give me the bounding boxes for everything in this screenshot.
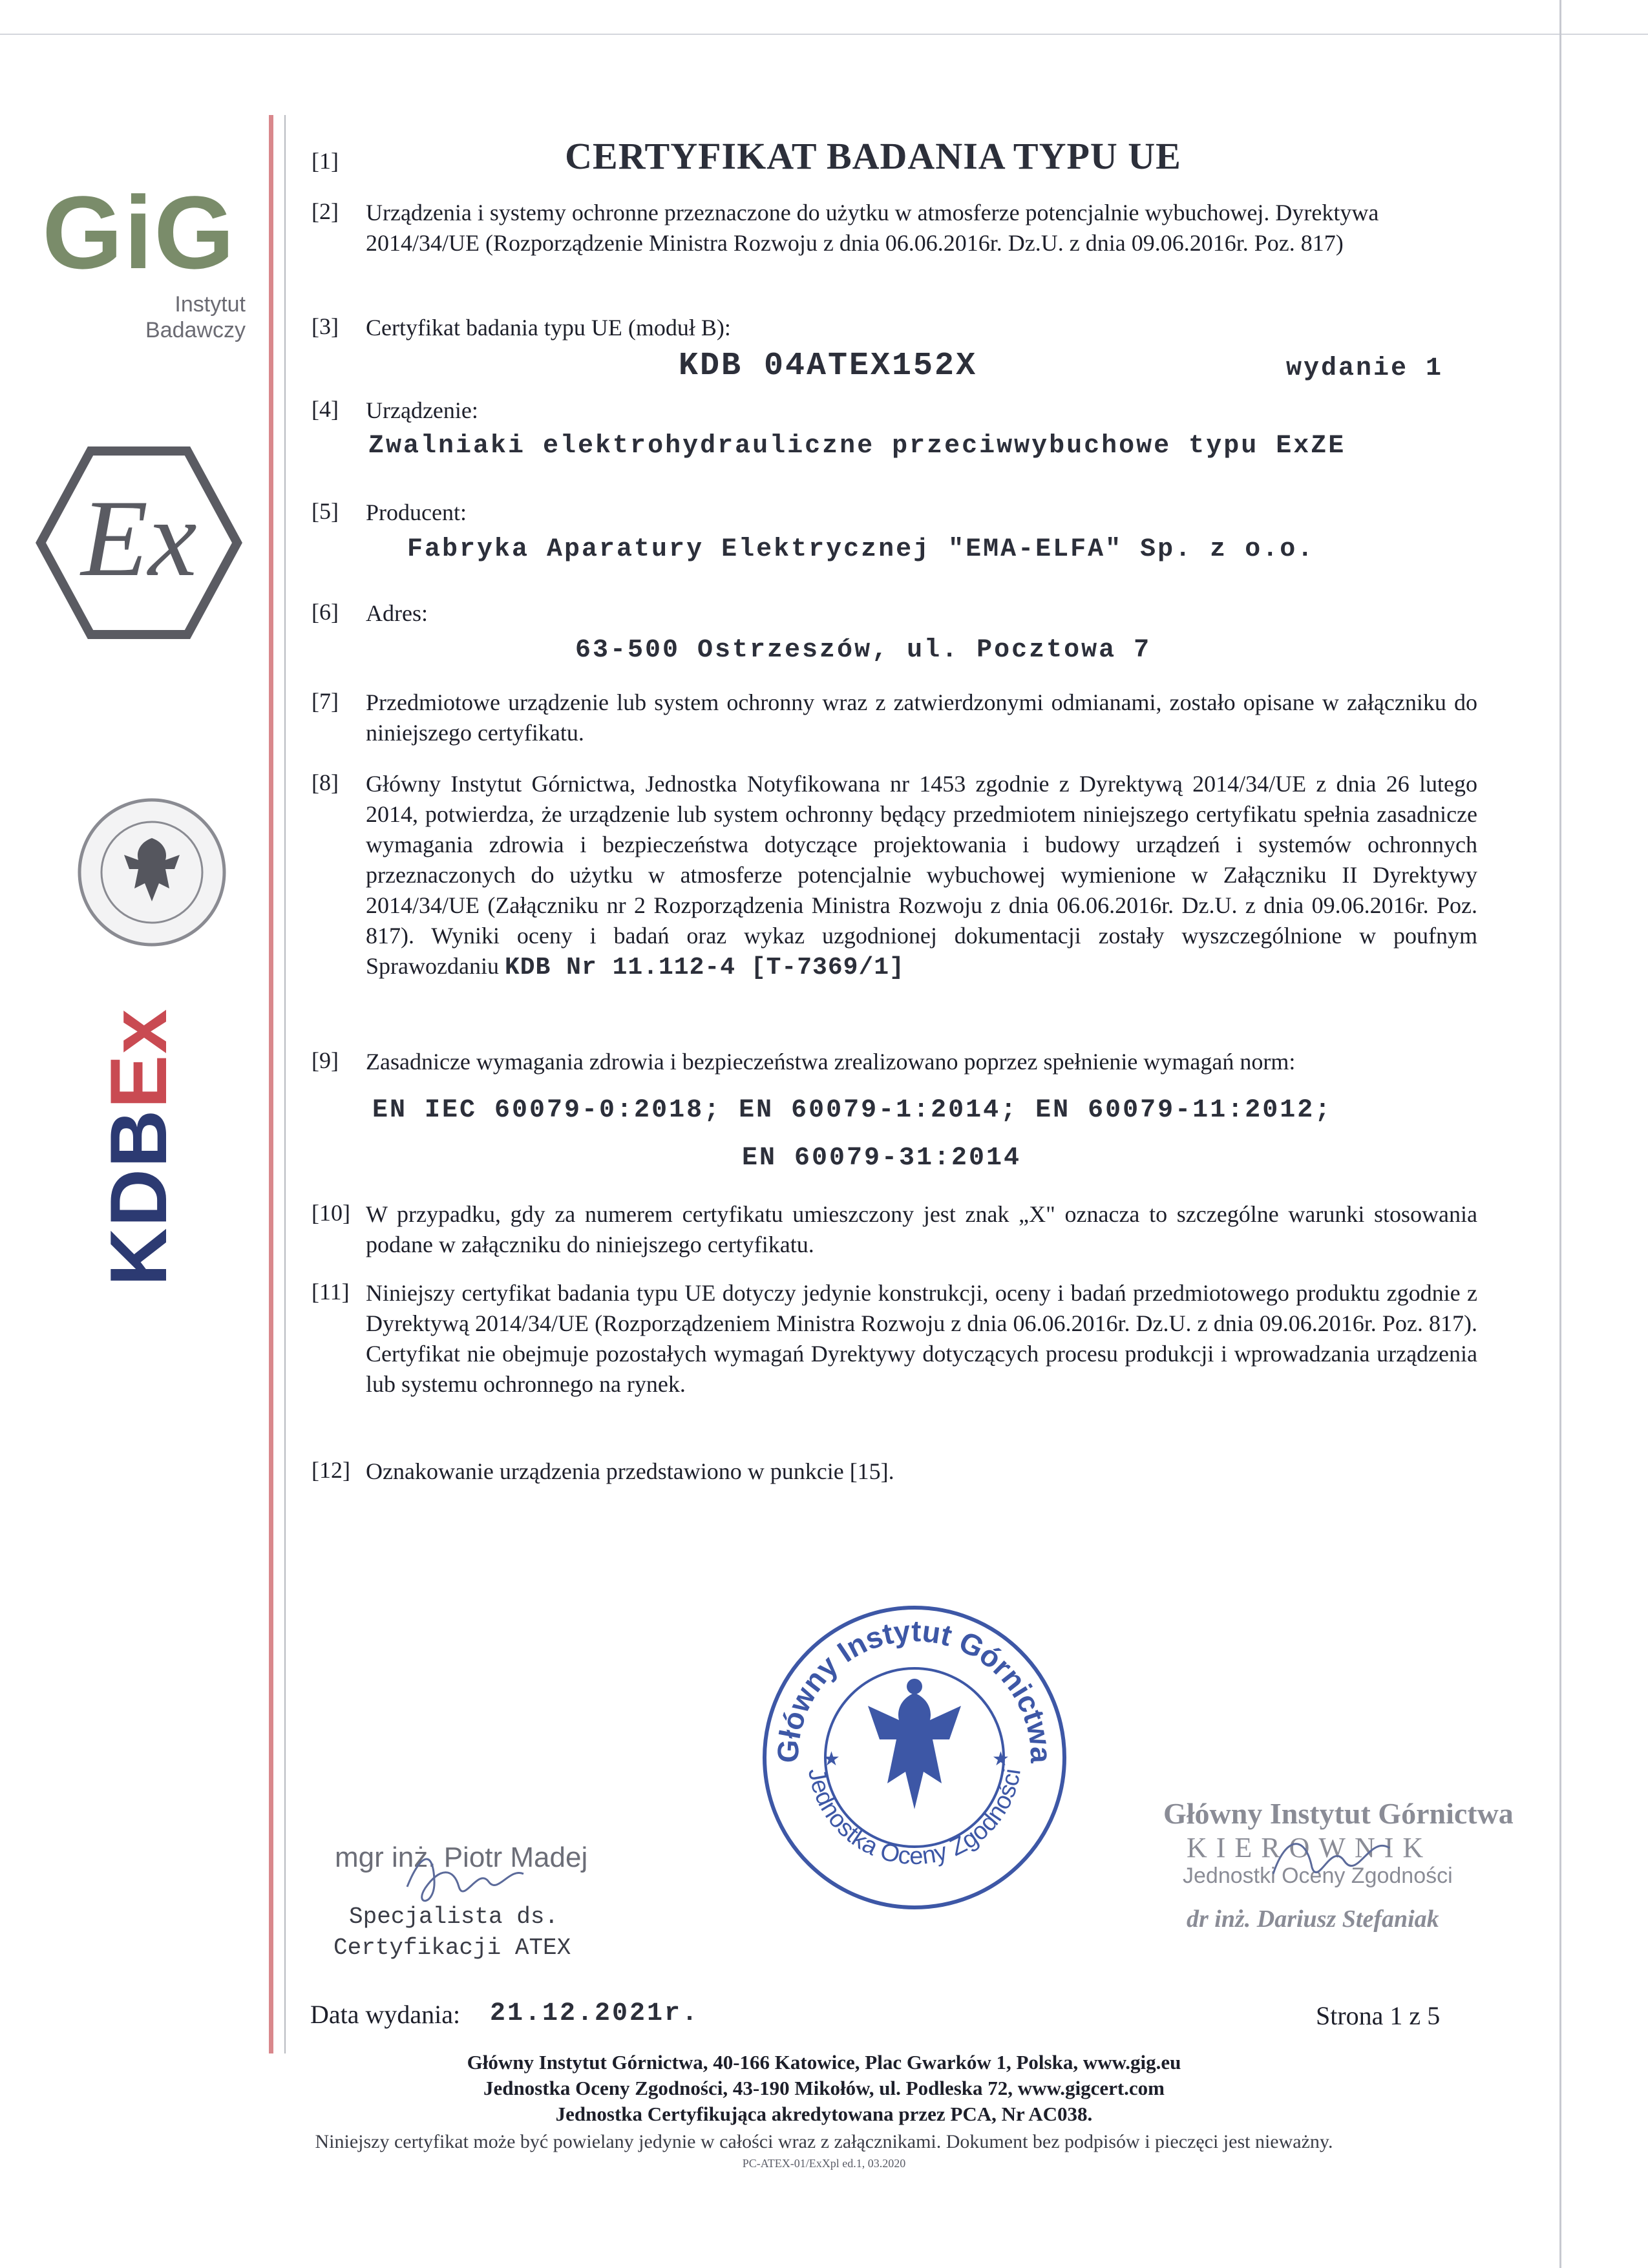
- device-name: Zwalniaki elektrohydrauliczne przeciwwybuchowe typu ExZE: [368, 432, 1346, 461]
- item-9-number: [9]: [312, 1047, 339, 1073]
- footer-line-1: Główny Instytut Górnictwa, 40-166 Katowice, Plac Gwarków 1, Polska, www.gig.eu: [467, 2051, 1181, 2074]
- item-7-number: [7]: [312, 688, 339, 714]
- item-2-number: [2]: [312, 198, 339, 224]
- footer-line-3: Jednostka Certyfikująca akredytowana przez PCA, Nr AC038.: [555, 2103, 1093, 2125]
- item-3-label: Certyfikat badania typu UE (moduł B):: [366, 315, 731, 341]
- stamp-eagle-icon: [753, 1596, 1076, 1919]
- item-5-number: [5]: [312, 498, 339, 524]
- gig-subtitle-1: Instytut: [174, 292, 246, 317]
- ex-symbol-logo: [36, 446, 242, 640]
- scan-border-right: [1559, 0, 1561, 2268]
- right-signature-icon: [1267, 1822, 1409, 1893]
- left-signature-icon: [394, 1842, 536, 1913]
- item-10-text: W przypadku, gdy za numerem certyfikatu umieszczony jest znak „X" oznacza to szczególne warunki stosowania podane w załączniku do niniejszego certyfikatu.: [366, 1201, 1477, 1257]
- seal-icon: [71, 792, 233, 953]
- item-4-number: [4]: [312, 396, 339, 422]
- ex-symbol-text: Ex: [81, 478, 197, 599]
- right-signer-unit: Jednostki Oceny Zgodności: [1183, 1864, 1453, 1888]
- address-value: 63-500 Ostrzeszów, ul. Pocztowa 7: [575, 636, 1152, 665]
- item-6-number: [6]: [312, 599, 339, 625]
- svg-text:★: ★: [992, 1748, 1009, 1770]
- left-signer-role-1: Specjalista ds.: [349, 1904, 559, 1930]
- item-3-number: [3]: [312, 313, 339, 339]
- edition-label: wydanie 1: [1286, 354, 1444, 383]
- item-2-text: Urządzenia i systemy ochronne przeznaczone do użytku w atmosferze potencjalnie wybuchowej. Dyrektywa 2014/34/UE (Rozporządzenie Ministra Rozwoju z dnia 06.06.2016r. Dz.U. z dnia 09.06.2016r. Poz. 817): [366, 200, 1379, 256]
- item-9-text: Zasadnicze wymagania zdrowia i bezpieczeństwa zrealizowano poprzez spełnienie wymagań norm:: [366, 1049, 1296, 1075]
- gig-logo-text: GiG: [42, 174, 236, 290]
- footer-form-code: PC-ATEX-01/ExXpl ed.1, 03.2020: [742, 2157, 906, 2170]
- scan-border-top: [0, 34, 1648, 35]
- item-7-text: Przedmiotowe urządzenie lub system ochronny wraz z zatwierdzonymi odmianami, zostało opisane w załączniku do niniejszego certyfikatu.: [366, 689, 1477, 746]
- gig-seal: [71, 792, 233, 953]
- item-5-label: Producent:: [366, 499, 467, 525]
- page-title: CERTYFIKAT BADANIA TYPU UE: [565, 135, 1181, 177]
- certificate-number: KDB 04ATEX152X: [679, 348, 978, 384]
- report-number: KDB Nr 11.112-4 [T-7369/1]: [504, 954, 905, 982]
- issue-date-label: Data wydania:: [310, 2000, 461, 2029]
- page-number: Strona 1 z 5: [1316, 2001, 1441, 2030]
- item-11-text: Niniejszy certyfikat badania typu UE dotyczy jedynie konstrukcji, oceny i badań przedmiotowego produktu zgodnie z Dyrektywą 2014/34/UE (Rozporządzeniem Ministra Rozwoju z dnia 06.06.2016r. Dz.U. z dnia 09.06.2016r. Poz. 817). Certyfikat nie obejmuje pozostałych wymagań Dyrektywy dotyczących procesu produkcji i wprowadzania urządzenia lub systemu ochronnego na rynek.: [366, 1280, 1477, 1397]
- item-12-number: [12]: [312, 1457, 350, 1483]
- footer-disclaimer: Niniejszy certyfikat może być powielany jedynie w całości wraz z załącznikami. Dokument bez podpisów i pieczęci jest nieważny.: [315, 2131, 1333, 2152]
- item-8-number: [8]: [312, 770, 339, 795]
- item-12-text: Oznakowanie urządzenia przedstawiono w punkcie [15].: [366, 1458, 894, 1484]
- standards-line-2: EN 60079-31:2014: [742, 1144, 1022, 1173]
- left-signer-name: mgr inż. Piotr Madej: [335, 1842, 588, 1873]
- vertical-rule-red: [269, 115, 273, 2053]
- svg-text:Jednostka Oceny Zgodności: Jednostka Oceny Zgodności: [802, 1766, 1026, 1871]
- svg-text:Główny Instytut Górnictwa: Główny Instytut Górnictwa: [770, 1613, 1059, 1764]
- item-10-number: [10]: [312, 1200, 350, 1226]
- svg-text:★: ★: [823, 1748, 840, 1770]
- right-signer-role: KIEROWNIK: [1187, 1832, 1433, 1864]
- producent-name: Fabryka Aparatury Elektrycznej "EMA-ELFA" Sp. z o.o.: [407, 535, 1315, 564]
- official-stamp: [753, 1596, 1076, 1919]
- item-11-number: [11]: [312, 1279, 350, 1305]
- item-4-label: Urządzenie:: [366, 397, 478, 423]
- kdbex-logo-text: KDBEx: [94, 1007, 184, 1286]
- item-6-label: Adres:: [366, 600, 428, 626]
- vertical-rule-gray: [284, 115, 286, 2053]
- gig-logo: [39, 174, 252, 349]
- footer-line-2: Jednostka Oceny Zgodności, 43-190 Mikołów, ul. Podleska 72, www.gigcert.com: [483, 2077, 1165, 2099]
- item-1-number: [1]: [312, 148, 339, 174]
- right-signer-org: Główny Instytut Górnictwa: [1163, 1797, 1514, 1830]
- right-signer-name: dr inż. Dariusz Stefaniak: [1187, 1906, 1439, 1933]
- item-8-body: Główny Instytut Górnictwa, Jednostka Notyfikowana nr 1453 zgodnie z Dyrektywą 2014/34/UE z dnia 26 lutego 2014, potwierdza, że urządzenie lub system ochronny będący przedmiotem niniejszego certyfikatu spełnia zasadnicze wymagania zdrowia i bezpieczeństwa dotyczące projektowania i budowy urządzeń i systemów ochronnych przeznaczonych do użytku w atmosferze potencjalnie wybuchowej wymienione w Załączniku II Dyrektywy 2014/34/UE (Załączniku nr 2 Rozporządzenia Ministra Rozwoju z dnia 06.06.2016r. Dz.U. z dnia 09.06.2016r. Poz. 817). Wyniki oceny i badań oraz wykaz uzgodnionej dokumentacji zostały wyszczególnione w poufnym Sprawozdaniu: [366, 771, 1477, 979]
- kdbex-logo: [90, 989, 184, 1312]
- item-8-text: [366, 769, 1477, 983]
- gig-subtitle-2: Badawczy: [145, 318, 246, 342]
- standards-line-1: EN IEC 60079-0:2018; EN 60079-1:2014; EN 60079-11:2012;: [372, 1096, 1333, 1125]
- issue-date-value: 21.12.2021r.: [490, 1999, 700, 2028]
- left-signer-role-2: Certyfikacji ATEX: [333, 1935, 571, 1961]
